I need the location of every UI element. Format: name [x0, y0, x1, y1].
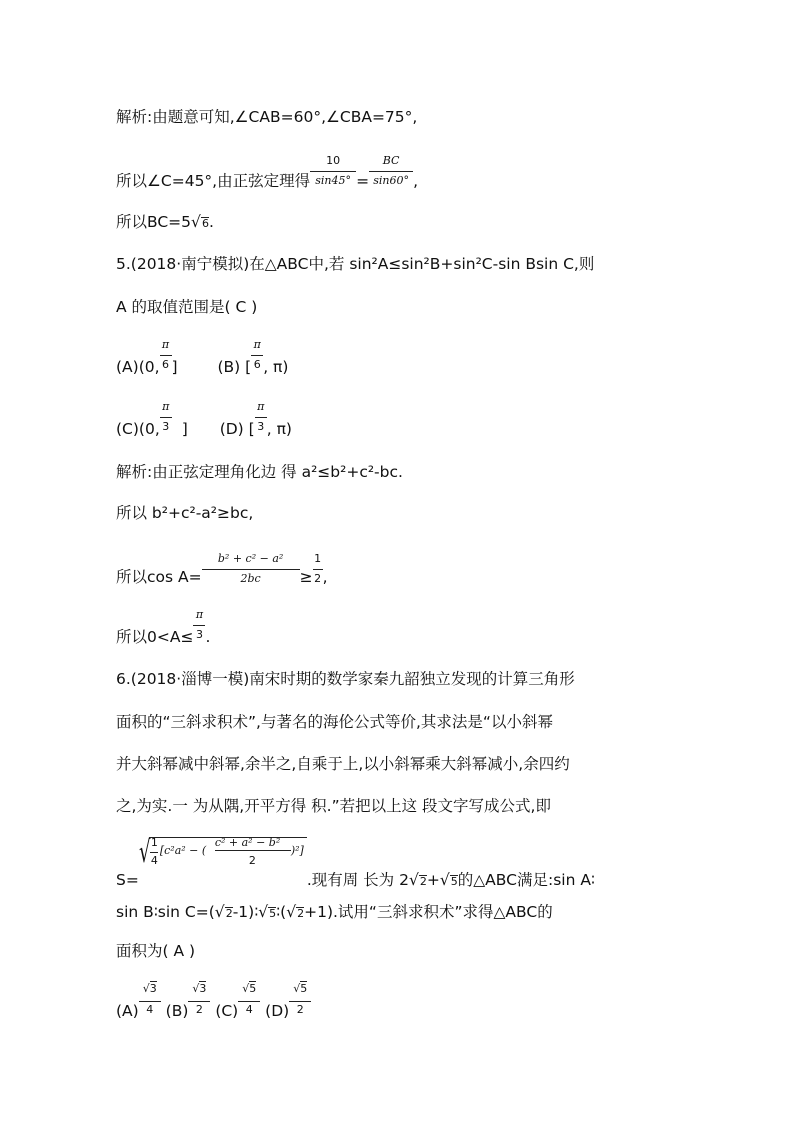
option-a: (A) $\frac{√3}{4}$: [116, 1002, 161, 1020]
question-6-line-6: sin B∶sin C=(√2-1)∶√5∶(√2+1).试用“三斜求积术”求得△ABC的: [116, 903, 553, 921]
sqrt-6: √6: [191, 213, 209, 231]
solution-line-6: 所以cos A= $\frac{\text{b² + c² − a²}}{2bc}$ ≥ $\frac{1}{2}$ ,: [116, 552, 328, 586]
question-6-line-7: 面积为( A ): [116, 942, 196, 960]
question-5-options-ab: [116, 338, 289, 382]
solution-line-2: 所以∠C=45°,由正弦定理得 $\frac{10}{\sin 45^\circ}$ = $\frac{BC}{\sin 60^\circ}$ ,: [116, 154, 419, 190]
fraction-cos-a: $\frac{\text{b² + c² − a²}}{2bc}$: [202, 573, 300, 584]
question-6-line-4: 之,为实.一 为从隅,开平方得 积.”若把以上这 段文字写成公式,即: [116, 797, 551, 815]
option-b: (B) $\frac{√3}{2}$: [166, 1002, 211, 1020]
question-6-line-3: 并大斜幂减中斜幂,余半之,自乘于上,以小斜幂乘大斜幂减小,余四约: [116, 755, 570, 773]
question-5-line-1: 5.(2018·南宁模拟)在△ABC中,若 sin²A≤sin²B+sin²C-sin Bsin C,则: [116, 255, 595, 273]
question-6-options: [116, 982, 311, 1026]
fraction-bc-over-sin60: $\frac{BC}{\sin 60^\circ}$: [369, 177, 413, 188]
solution-line-3: 所以BC=5√6.: [116, 207, 214, 237]
option-d: (D) $\frac{√5}{2}$: [265, 1002, 311, 1020]
question-5-line-2: A 的取值范围是( C ): [116, 298, 258, 316]
option-d: (D) [ $\frac{\pi}{3}$ , π): [219, 400, 292, 438]
solution-line-7: 所以0<A≤ $\frac{\pi}{3}$ .: [116, 608, 211, 646]
option-c: (C)(0, $\frac{\pi}{3}$ ]: [116, 400, 188, 438]
question-6-line-2: 面积的“三斜求积术”,与著名的海伦公式等价,其求法是“以小斜幂: [116, 713, 553, 731]
option-b: (B) [ $\frac{\pi}{6}$ , π): [217, 338, 289, 376]
question-5-options-cd: [116, 400, 292, 444]
fraction-10-over-sin45: $\frac{10}{\sin 45^\circ}$: [310, 177, 356, 188]
solution-line-4: 解析:由正弦定理角化边 得 a²≤b²+c²-bc.: [116, 463, 403, 481]
question-6-line-1: 6.(2018·淄博一模)南宋时期的数学家秦九韶独立发现的计算三角形: [116, 670, 575, 688]
question-6-formula-line: S= √ 1 4 [c²a² − ( c² + a² − b² 2 )²] .现有周 长为 2√2+√5的△ABC满足:sin A∶: [116, 835, 595, 889]
solution-line-5: 所以 b²+c²-a²≥bc,: [116, 504, 254, 522]
option-a: (A)(0, $\frac{\pi}{6}$ ]: [116, 338, 178, 376]
solution-line-1: 解析:由题意可知,∠CAB=60°,∠CBA=75°,: [116, 108, 418, 126]
option-c: (C) $\frac{√5}{4}$: [215, 1002, 260, 1020]
heron-qin-formula: √ 1 4 [c²a² − ( c² + a² − b² 2 )²]: [139, 855, 307, 885]
